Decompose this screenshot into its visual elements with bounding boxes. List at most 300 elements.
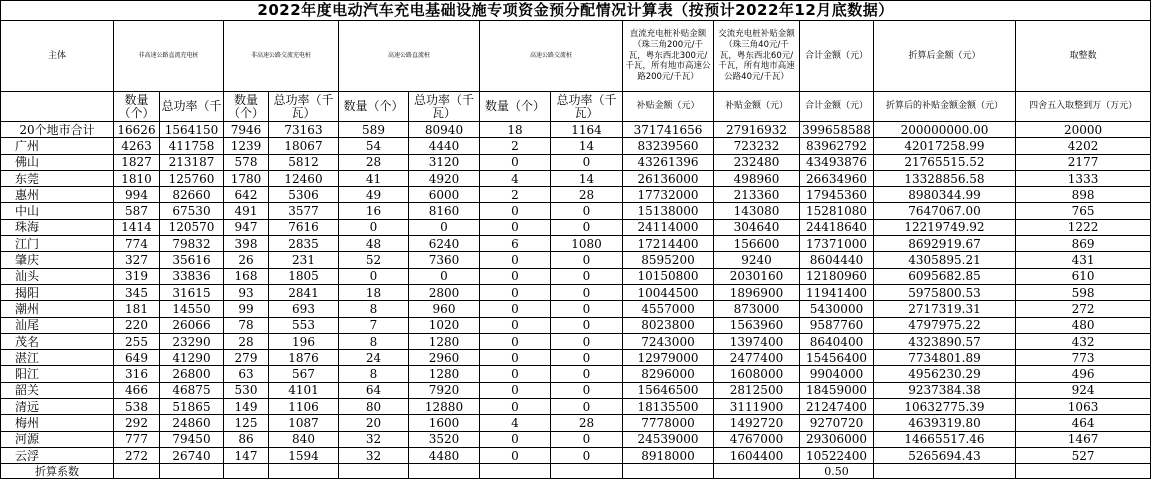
table-cell: 231 (269, 252, 339, 268)
table-cell: 0 (480, 431, 551, 447)
table-cell: 2800 (409, 284, 480, 300)
table-cell: 8023800 (623, 317, 714, 333)
table-cell: 9587760 (800, 317, 874, 333)
table-cell: 17371000 (800, 236, 874, 252)
table-cell: 21247400 (800, 399, 874, 415)
table-cell: 26 (224, 252, 269, 268)
table-cell: 4305895.21 (874, 252, 1016, 268)
subheader-power: 总功率（千瓦） (269, 92, 339, 122)
table-cell: 31615 (160, 284, 224, 300)
table-cell: 4767000 (714, 431, 800, 447)
table-row (1, 366, 1151, 382)
table-cell: 9904000 (800, 366, 874, 382)
table-cell: 32 (339, 447, 409, 463)
table-cell: 1106 (269, 399, 339, 415)
table-cell: 2177 (1016, 154, 1151, 170)
table-cell: 0 (480, 317, 551, 333)
table-cell: 8296000 (623, 366, 714, 382)
table-cell: 0 (480, 219, 551, 235)
table-cell: 18459000 (800, 382, 874, 398)
table-cell: 18067 (269, 138, 339, 154)
table-cell: 6095682.85 (874, 268, 1016, 284)
table-row (1, 203, 1151, 219)
table-cell: 147 (224, 447, 269, 463)
table-cell: 0 (480, 154, 551, 170)
table-cell: 18135500 (623, 399, 714, 415)
subheader-total: 合计金额（元） (800, 92, 874, 122)
table-cell: 11941400 (800, 284, 874, 300)
table-cell: 5812 (269, 154, 339, 170)
table-cell: 7734801.89 (874, 350, 1016, 366)
table-cell: 496 (1016, 366, 1151, 382)
table-cell: 327 (114, 252, 160, 268)
table-cell: 1280 (409, 366, 480, 382)
table-cell: 0 (480, 252, 551, 268)
table-cell: 527 (1016, 447, 1151, 463)
table-cell: 0 (551, 382, 623, 398)
header-dc-subsidy: 直流充电桩补贴金额（珠三角200元/千瓦，粤东西北300元/千瓦，所有地市高速公路200元/千瓦） (623, 21, 714, 92)
table-cell: 0 (480, 399, 551, 415)
table-cell: 0 (480, 447, 551, 463)
table-cell: 200000000.00 (874, 122, 1016, 138)
table-cell: 649 (114, 350, 160, 366)
table-cell: 12460 (269, 170, 339, 186)
table-cell: 0 (551, 447, 623, 463)
table-cell: 898 (1016, 187, 1151, 203)
table-cell: 1239 (224, 138, 269, 154)
table-cell: 168 (224, 268, 269, 284)
subheader-blank (1, 92, 114, 122)
footer-coefficient-value: 0.50 (800, 464, 874, 479)
header-discounted: 折算后金额（元） (874, 21, 1016, 92)
row-name: 江门 (1, 236, 114, 252)
table-cell: 10044500 (623, 284, 714, 300)
table-cell: 42017258.99 (874, 138, 1016, 154)
table-cell: 0 (551, 366, 623, 382)
table-cell: 33836 (160, 268, 224, 284)
table-cell: 15456400 (800, 350, 874, 366)
table-cell: 0 (480, 382, 551, 398)
table-cell: 498960 (714, 170, 800, 186)
table-cell: 279 (224, 350, 269, 366)
table-cell: 181 (114, 301, 160, 317)
table-cell: 1876 (269, 350, 339, 366)
table-cell: 9240 (714, 252, 800, 268)
table-cell: 1080 (551, 236, 623, 252)
table-cell: 20000 (1016, 122, 1151, 138)
table-cell: 345 (114, 284, 160, 300)
row-name: 清远 (1, 399, 114, 415)
table-cell: 587 (114, 203, 160, 219)
table-cell: 8160 (409, 203, 480, 219)
table-cell: 4263 (114, 138, 160, 154)
table-cell: 947 (224, 219, 269, 235)
table-cell: 6000 (409, 187, 480, 203)
table-cell: 35616 (160, 252, 224, 268)
table-cell: 1563960 (714, 317, 800, 333)
table-cell: 0 (551, 350, 623, 366)
table-cell: 232480 (714, 154, 800, 170)
table-cell: 26136000 (623, 170, 714, 186)
row-name: 河源 (1, 431, 114, 447)
table-cell: 26634960 (800, 170, 874, 186)
table-cell: 773 (1016, 350, 1151, 366)
table-cell: 4440 (409, 138, 480, 154)
table-row (1, 219, 1151, 235)
table-cell: 213360 (714, 187, 800, 203)
table-cell: 28 (551, 187, 623, 203)
subheader-after: 折算后的补贴金额金额（元） (874, 92, 1016, 122)
table-cell: 924 (1016, 382, 1151, 398)
table-cell: 2477400 (714, 350, 800, 366)
table-cell: 29306000 (800, 431, 874, 447)
table-cell: 51865 (160, 399, 224, 415)
table-row (1, 399, 1151, 415)
table-cell: 8692919.67 (874, 236, 1016, 252)
table-row (1, 301, 1151, 317)
table-cell: 398 (224, 236, 269, 252)
table-cell: 24539000 (623, 431, 714, 447)
header-group-nonhighway-dc: 非高速公路直流充电桩 (114, 21, 224, 92)
row-name: 中山 (1, 203, 114, 219)
table-cell: 1164 (551, 122, 623, 138)
table-cell: 1414 (114, 219, 160, 235)
table-cell: 16 (339, 203, 409, 219)
table-cell: 46875 (160, 382, 224, 398)
row-name: 韶关 (1, 382, 114, 398)
table-cell: 2 (480, 187, 551, 203)
header-group-nonhighway-ac: 非高速公路交流充电桩 (224, 21, 339, 92)
table-row (1, 284, 1151, 300)
table-cell: 0 (551, 301, 623, 317)
header-units: 取整数 (1016, 21, 1151, 92)
table-cell: 49 (339, 187, 409, 203)
table-cell: 0 (480, 284, 551, 300)
table-cell: 1280 (409, 333, 480, 349)
table-cell: 0 (551, 431, 623, 447)
header-group-highway-ac: 高速公路交流桩 (480, 21, 623, 92)
table-cell: 8980344.99 (874, 187, 1016, 203)
subheader-qty: 数量（个） (224, 92, 269, 122)
subheader-qty: 数量（个） (480, 92, 551, 122)
table-cell: 610 (1016, 268, 1151, 284)
table-cell: 431 (1016, 252, 1151, 268)
table-cell: 693 (269, 301, 339, 317)
table-cell: 2960 (409, 350, 480, 366)
table-cell: 1780 (224, 170, 269, 186)
table-cell: 411758 (160, 138, 224, 154)
footer-coefficient-label: 折算系数 (1, 464, 114, 479)
table-cell: 0 (551, 154, 623, 170)
table-cell: 1810 (114, 170, 160, 186)
table-cell: 5975800.53 (874, 284, 1016, 300)
table-cell: 4797975.22 (874, 317, 1016, 333)
table-cell: 7920 (409, 382, 480, 398)
table-cell: 73163 (269, 122, 339, 138)
table-cell: 48 (339, 236, 409, 252)
table-cell: 774 (114, 236, 160, 252)
table-cell: 578 (224, 154, 269, 170)
table-cell: 125760 (160, 170, 224, 186)
table-cell: 143080 (714, 203, 800, 219)
table-cell: 13328856.58 (874, 170, 1016, 186)
table-cell: 54 (339, 138, 409, 154)
header-subject: 主体 (1, 21, 114, 92)
table-cell: 41 (339, 170, 409, 186)
header-ac-subsidy: 交流充电桩补贴金额（珠三角40元/千瓦，粤东西北60元/千瓦，所有地市高速公路40元/千瓦） (714, 21, 800, 92)
table-cell: 32 (339, 431, 409, 447)
table-cell: 1222 (1016, 219, 1151, 235)
table-cell: 21765515.52 (874, 154, 1016, 170)
table-cell: 12219749.92 (874, 219, 1016, 235)
table-cell: 15281080 (800, 203, 874, 219)
table-cell: 0 (551, 317, 623, 333)
table-cell: 292 (114, 415, 160, 431)
table-cell: 12180960 (800, 268, 874, 284)
table-cell: 0 (480, 350, 551, 366)
table-cell: 553 (269, 317, 339, 333)
table-cell: 26800 (160, 366, 224, 382)
table-cell: 994 (114, 187, 160, 203)
table-cell: 7 (339, 317, 409, 333)
table-cell: 1594 (269, 447, 339, 463)
table-cell: 18 (339, 284, 409, 300)
table-cell: 79450 (160, 431, 224, 447)
subheader-subsidy: 补贴金额（元） (714, 92, 800, 122)
table-cell: 2841 (269, 284, 339, 300)
table-cell: 64 (339, 382, 409, 398)
table-cell: 0 (551, 268, 623, 284)
table-cell: 14665517.46 (874, 431, 1016, 447)
table-cell: 491 (224, 203, 269, 219)
table-cell: 8640400 (800, 333, 874, 349)
table-cell: 8604440 (800, 252, 874, 268)
table-cell: 5430000 (800, 301, 874, 317)
subheader-qty: 数量（个） (114, 92, 160, 122)
table-cell: 0 (551, 333, 623, 349)
row-name: 云浮 (1, 447, 114, 463)
table-cell: 17732000 (623, 187, 714, 203)
table-cell: 589 (339, 122, 409, 138)
table-cell: 17945360 (800, 187, 874, 203)
subheader-power: 总功率（千瓦） (409, 92, 480, 122)
table-cell: 1805 (269, 268, 339, 284)
table-cell: 4101 (269, 382, 339, 398)
row-name: 梅州 (1, 415, 114, 431)
table-cell: 464 (1016, 415, 1151, 431)
table-cell: 12880 (409, 399, 480, 415)
table-cell: 10150800 (623, 268, 714, 284)
table-cell: 196 (269, 333, 339, 349)
table-cell: 1608000 (714, 366, 800, 382)
table-cell: 316 (114, 366, 160, 382)
row-name: 珠海 (1, 219, 114, 235)
table-row (1, 431, 1151, 447)
table-cell: 8 (339, 301, 409, 317)
row-name: 20个地市合计 (1, 122, 114, 138)
table-cell: 869 (1016, 236, 1151, 252)
table-cell: 17214400 (623, 236, 714, 252)
table-cell: 14 (551, 138, 623, 154)
table-row (1, 252, 1151, 268)
table-cell: 82660 (160, 187, 224, 203)
table-cell: 0 (551, 399, 623, 415)
table-cell: 255 (114, 333, 160, 349)
table-cell: 3520 (409, 431, 480, 447)
table-cell: 0 (551, 284, 623, 300)
table-cell: 538 (114, 399, 160, 415)
table-cell: 52 (339, 252, 409, 268)
table-cell: 0 (551, 252, 623, 268)
table-cell: 8595200 (623, 252, 714, 268)
table-cell: 18 (480, 122, 551, 138)
table-cell: 67530 (160, 203, 224, 219)
table-cell: 272 (114, 447, 160, 463)
subheader-power: 总功率（千 (160, 92, 224, 122)
table-title: 2022年度电动汽车充电基础设施专项资金预分配情况计算表（按预计2022年12月底数据） (1, 1, 1151, 21)
table-cell: 371741656 (623, 122, 714, 138)
table-cell: 28 (339, 154, 409, 170)
table-cell: 4202 (1016, 138, 1151, 154)
table-cell: 319 (114, 268, 160, 284)
table-cell: 1600 (409, 415, 480, 431)
table-cell: 149 (224, 399, 269, 415)
table-cell: 6 (480, 236, 551, 252)
table-cell: 0 (480, 366, 551, 382)
table-cell: 2812500 (714, 382, 800, 398)
table-row (1, 317, 1151, 333)
table-row (1, 382, 1151, 398)
subheader-power: 总功率（千瓦） (551, 92, 623, 122)
table-cell: 28 (224, 333, 269, 349)
table-cell: 156600 (714, 236, 800, 252)
table-cell: 723232 (714, 138, 800, 154)
header-group-highway-dc: 高速公路直流桩 (339, 21, 480, 92)
table-cell: 7243000 (623, 333, 714, 349)
table-cell: 272 (1016, 301, 1151, 317)
table-row (1, 236, 1151, 252)
table-cell: 15646500 (623, 382, 714, 398)
table-cell: 80940 (409, 122, 480, 138)
table-cell: 0 (409, 268, 480, 284)
table-cell: 530 (224, 382, 269, 398)
table-cell: 2 (480, 138, 551, 154)
table-cell: 0 (339, 219, 409, 235)
table-cell: 0 (551, 219, 623, 235)
table-cell: 4557000 (623, 301, 714, 317)
table-row (1, 350, 1151, 366)
table-cell: 4480 (409, 447, 480, 463)
table-cell: 125 (224, 415, 269, 431)
table-cell: 16626 (114, 122, 160, 138)
table-cell: 4 (480, 415, 551, 431)
subheader-qty: 数量（个） (339, 92, 409, 122)
table-cell: 598 (1016, 284, 1151, 300)
table-row (1, 333, 1151, 349)
table-cell: 8 (339, 333, 409, 349)
table-cell: 873000 (714, 301, 800, 317)
row-name: 广州 (1, 138, 114, 154)
table-cell: 0 (480, 268, 551, 284)
table-cell: 1604400 (714, 447, 800, 463)
table-cell: 399658588 (800, 122, 874, 138)
table-cell: 1492720 (714, 415, 800, 431)
table-cell: 960 (409, 301, 480, 317)
table-cell: 432 (1016, 333, 1151, 349)
table-cell: 840 (269, 431, 339, 447)
table-cell: 80 (339, 399, 409, 415)
table-cell: 5306 (269, 187, 339, 203)
row-name: 佛山 (1, 154, 114, 170)
table-row (1, 138, 1151, 154)
table-cell: 0 (480, 333, 551, 349)
table-cell: 0 (409, 219, 480, 235)
table-cell: 0 (480, 203, 551, 219)
table-row (1, 170, 1151, 186)
table-cell: 12979000 (623, 350, 714, 366)
table-cell: 8 (339, 366, 409, 382)
table-cell: 41290 (160, 350, 224, 366)
table-row (1, 154, 1151, 170)
table-cell: 26740 (160, 447, 224, 463)
table-cell: 567 (269, 366, 339, 382)
table-row (1, 415, 1151, 431)
subheader-subsidy: 补贴金额（元） (623, 92, 714, 122)
table-cell: 4956230.29 (874, 366, 1016, 382)
table-cell: 24 (339, 350, 409, 366)
table-cell: 3111900 (714, 399, 800, 415)
table-cell: 4920 (409, 170, 480, 186)
table-cell: 120570 (160, 219, 224, 235)
table-cell: 7946 (224, 122, 269, 138)
table-cell: 26066 (160, 317, 224, 333)
row-name: 茂名 (1, 333, 114, 349)
table-cell: 3120 (409, 154, 480, 170)
table-cell: 1896900 (714, 284, 800, 300)
table-cell: 86 (224, 431, 269, 447)
table-cell: 99 (224, 301, 269, 317)
table-cell: 43261396 (623, 154, 714, 170)
table-cell: 1827 (114, 154, 160, 170)
table-cell: 15138000 (623, 203, 714, 219)
table-cell: 2835 (269, 236, 339, 252)
table-cell: 24418640 (800, 219, 874, 235)
row-name: 汕头 (1, 268, 114, 284)
table-cell: 7778000 (623, 415, 714, 431)
table-cell: 24860 (160, 415, 224, 431)
table-cell: 10632775.39 (874, 399, 1016, 415)
table-cell: 20 (339, 415, 409, 431)
row-name: 阳江 (1, 366, 114, 382)
table-cell: 14550 (160, 301, 224, 317)
row-name: 湛江 (1, 350, 114, 366)
table-cell: 642 (224, 187, 269, 203)
table-row (1, 447, 1151, 463)
row-name: 潮州 (1, 301, 114, 317)
table-cell: 4639319.80 (874, 415, 1016, 431)
table-cell: 83239560 (623, 138, 714, 154)
table-cell: 304640 (714, 219, 800, 235)
table-cell: 480 (1016, 317, 1151, 333)
table-cell: 14 (551, 170, 623, 186)
table-cell: 777 (114, 431, 160, 447)
table-cell: 1063 (1016, 399, 1151, 415)
table-cell: 27916932 (714, 122, 800, 138)
table-cell: 24114000 (623, 219, 714, 235)
table-cell: 1564150 (160, 122, 224, 138)
table-cell: 0 (339, 268, 409, 284)
table-cell: 63 (224, 366, 269, 382)
